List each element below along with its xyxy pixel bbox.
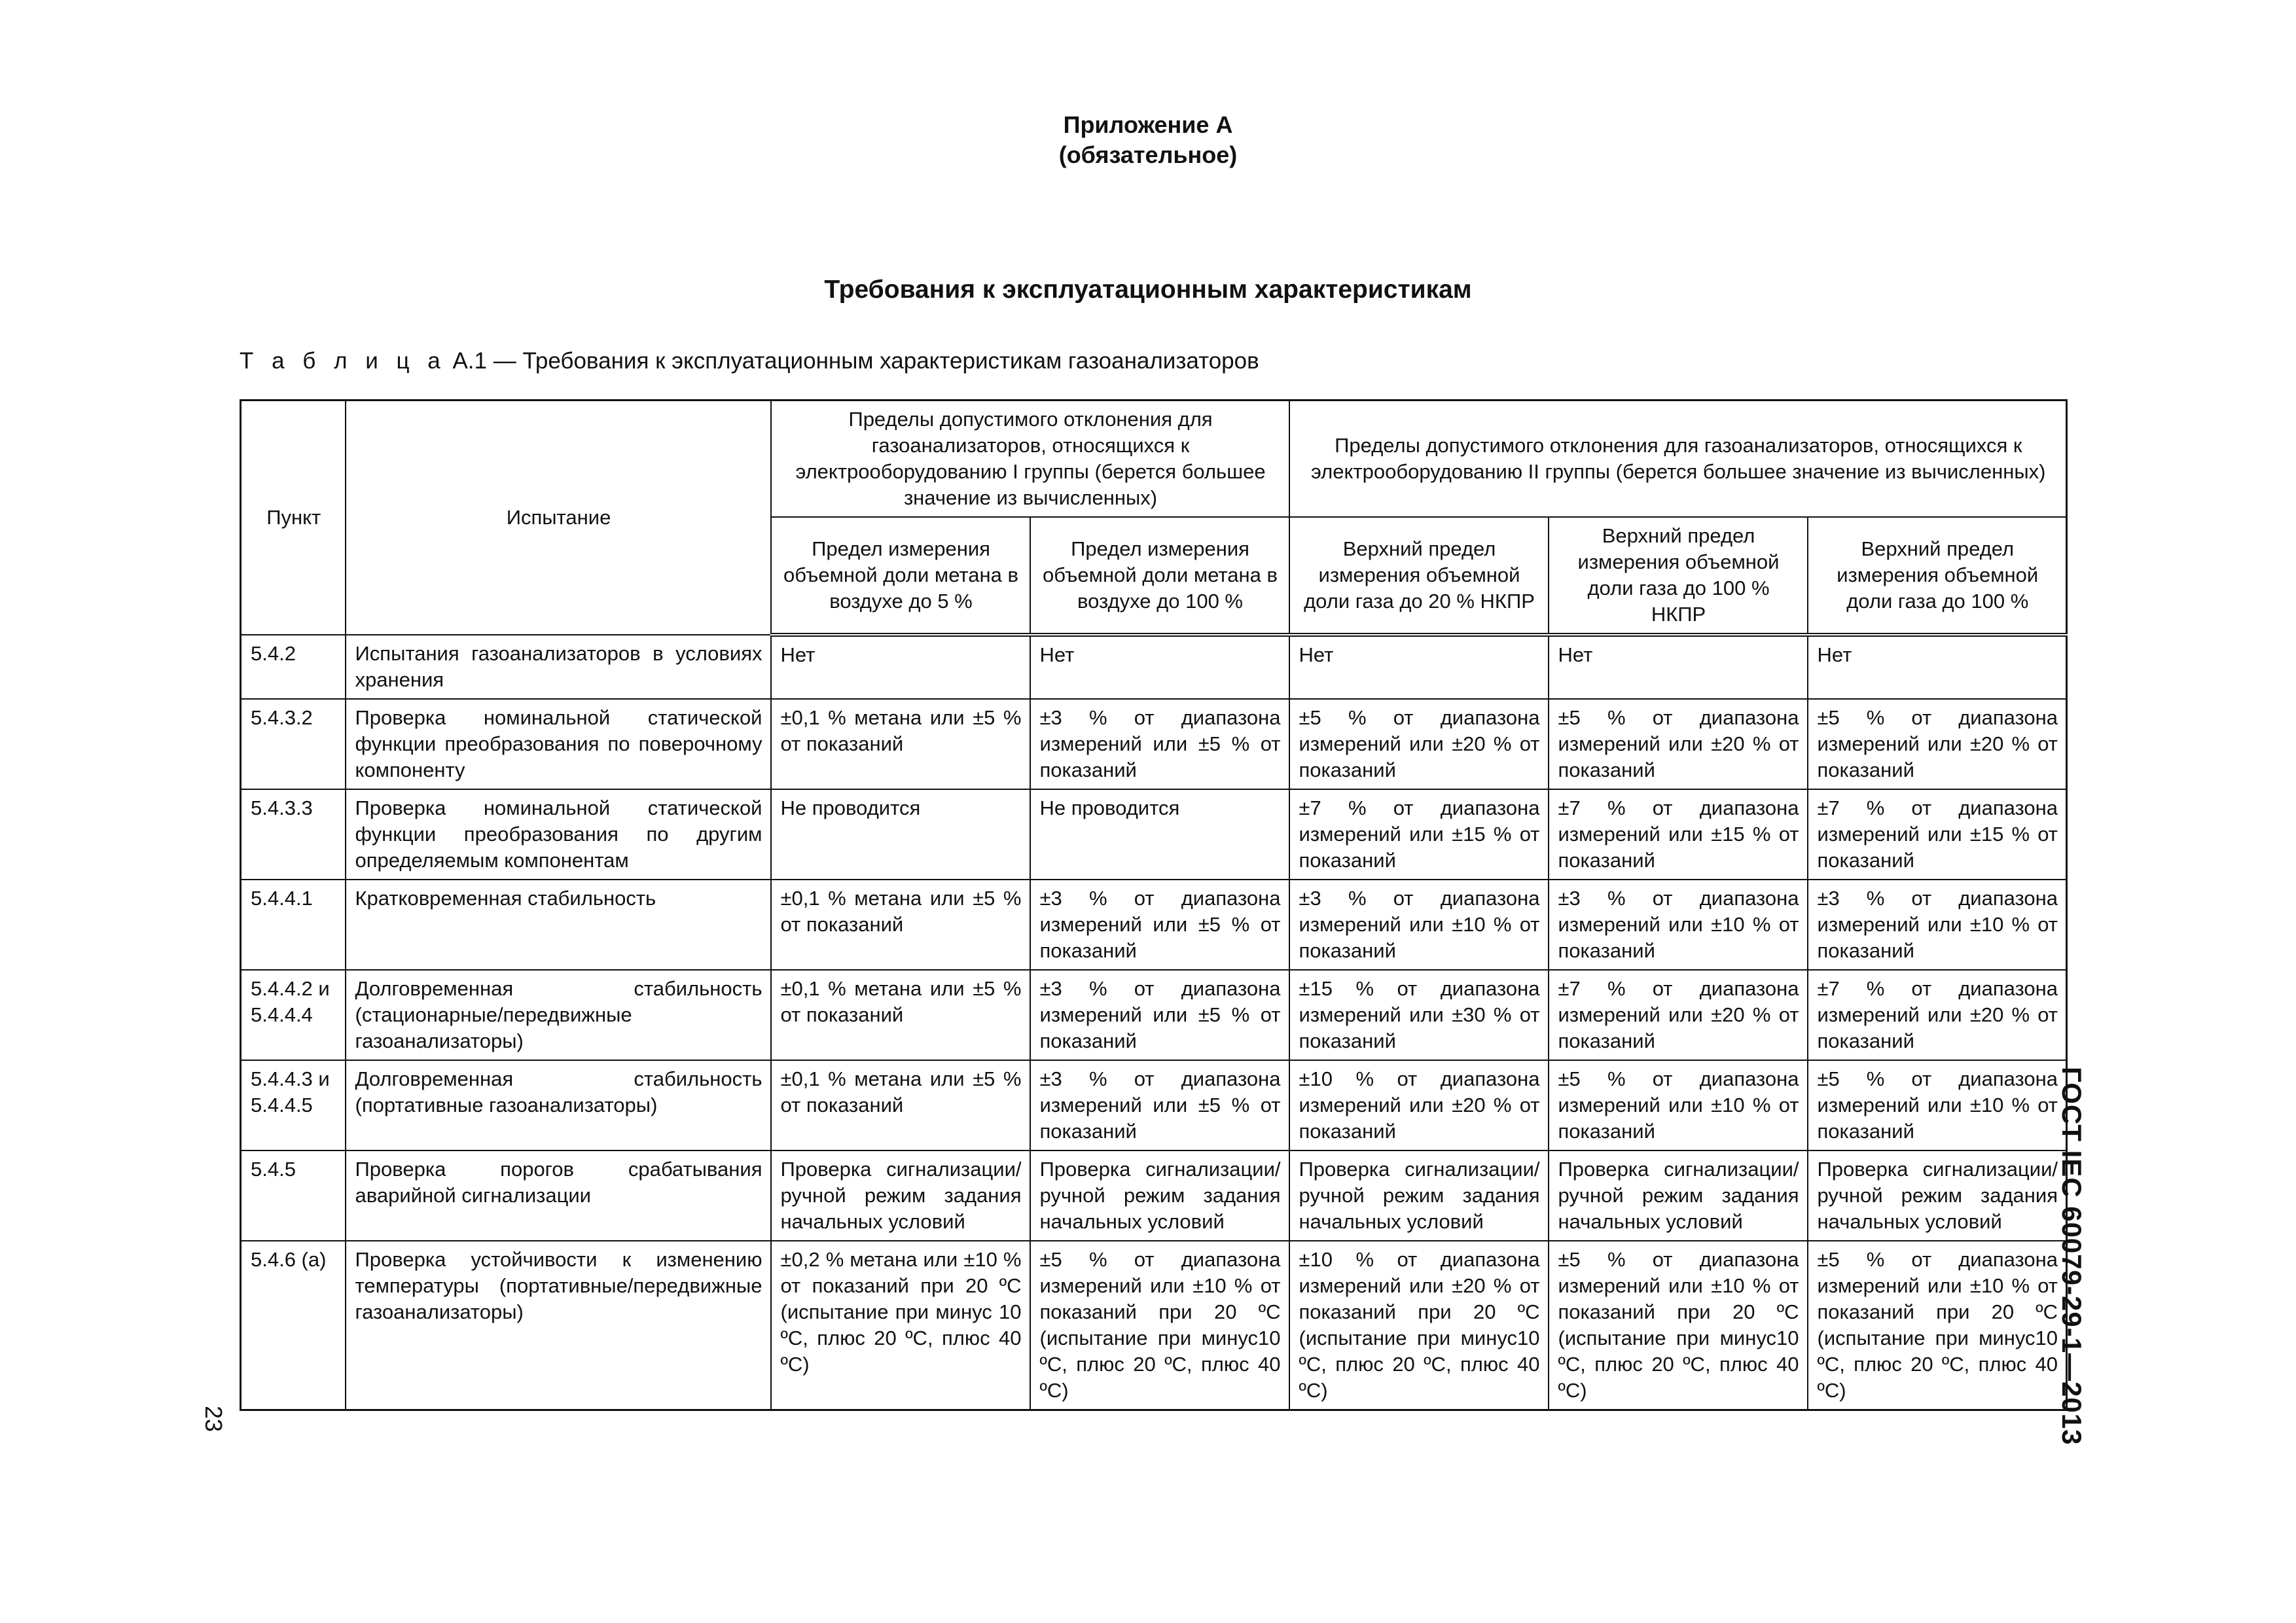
cell-test: Проверка номинальной статической функции преобразования по поверочному компоненту — [346, 699, 771, 789]
cell-value: ±0,1 % метана или ±5 % от показаний — [771, 880, 1030, 970]
document-code: ГОСТ IEC 60079-29-1—2013 — [2056, 1067, 2087, 1446]
table-caption-prefix: Т а б л и ц а — [240, 348, 446, 374]
cell-test: Долговременная стабильность (портативные газоанализаторы) — [346, 1060, 771, 1150]
cell-value: ±15 % от диапазона измерений или ±30 % от показаний — [1289, 970, 1549, 1060]
cell-value: ±5 % от диапазона измерений или ±20 % от показаний — [1289, 699, 1549, 789]
header-group-2: Пределы допустимого отклонения для газоанализаторов, относящихся к электрооборудованию II группы (берется большее значение из вычисленных) — [1289, 401, 2067, 518]
requirements-table — [240, 399, 2068, 1411]
cell-value: ±3 % от диапазона измерений или ±10 % от показаний — [1808, 880, 2067, 970]
cell-value: ±0,2 % метана или ±10 % от показаний при 20 ºС (испытание при минус 10 ºС, плюс 20 ºС, плюс 40 ºС) — [771, 1241, 1030, 1410]
table-header-row — [241, 401, 2067, 518]
cell-value: ±5 % от диапазона измерений или ±10 % от показаний — [1808, 1060, 2067, 1150]
cell-punkt: 5.4.4.2 и 5.4.4.4 — [241, 970, 346, 1060]
cell-value: Нет — [771, 635, 1030, 699]
cell-value: Не проводится — [1030, 789, 1289, 880]
table-row — [241, 880, 2067, 970]
cell-value: ±5 % от диапазона измерений или ±20 % от показаний — [1549, 699, 1808, 789]
cell-value: ±0,1 % метана или ±5 % от показаний — [771, 1060, 1030, 1150]
cell-test: Проверка порогов срабатывания аварийной сигнализации — [346, 1150, 771, 1241]
header-test: Испытание — [346, 401, 771, 635]
cell-value: ±10 % от диапазона измерений или ±20 % от показаний при 20 ºС (испытание при минус10 ºС, плюс 20 ºС, плюс 40 ºС) — [1289, 1241, 1549, 1410]
cell-value: Нет — [1808, 635, 2067, 699]
cell-test: Проверка устойчивости к изменению температуры (портативные/передвижные газоанализаторы) — [346, 1241, 771, 1410]
cell-value: ±7 % от диапазона измерений или ±15 % от показаний — [1549, 789, 1808, 880]
cell-value: ±5 % от диапазона измерений или ±20 % от показаний — [1808, 699, 2067, 789]
cell-value: ±3 % от диапазона измерений или ±5 % от показаний — [1030, 970, 1289, 1060]
subheader-gas-20-nkpr: Верхний предел измерения объемной доли газа до 20 % НКПР — [1289, 517, 1549, 635]
section-title: Требования к эксплуатационным характеристикам — [824, 276, 1472, 304]
cell-punkt: 5.4.4.1 — [241, 880, 346, 970]
cell-value: Нет — [1549, 635, 1808, 699]
table-row — [241, 1241, 2067, 1410]
cell-test: Кратковременная стабильность — [346, 880, 771, 970]
annex-status: (обязательное) — [1058, 141, 1238, 168]
cell-value: ±5 % от диапазона измерений или ±10 % от показаний при 20 ºС (испытание при минус10 ºС, плюс 20 ºС, плюс 40 ºС) — [1808, 1241, 2067, 1410]
table-row — [241, 1150, 2067, 1241]
table-caption — [240, 347, 1259, 376]
cell-punkt: 5.4.2 — [241, 635, 346, 699]
table-caption-text: А.1 — Требования к эксплуатационным характеристикам газоанализаторов — [446, 348, 1259, 374]
cell-value: Нет — [1289, 635, 1549, 699]
cell-value: ±7 % от диапазона измерений или ±15 % от показаний — [1289, 789, 1549, 880]
cell-value: ±5 % от диапазона измерений или ±10 % от показаний при 20 ºС (испытание при минус10 ºС, плюс 20 ºС, плюс 40 ºС) — [1030, 1241, 1289, 1410]
subheader-gas-100-nkpr: Верхний предел измерения объемной доли газа до 100 % НКПР — [1549, 517, 1808, 635]
subheader-methane-100: Предел измерения объемной доли метана в воздухе до 100 % — [1030, 517, 1289, 635]
cell-value: Проверка сигнализации/ручной режим задания начальных условий — [771, 1150, 1030, 1241]
cell-punkt: 5.4.3.2 — [241, 699, 346, 789]
annex-heading — [0, 110, 2296, 170]
cell-test: Долговременная стабильность (стационарные/передвижные газоанализаторы) — [346, 970, 771, 1060]
cell-value: Проверка сигнализации/ручной режим задания начальных условий — [1808, 1150, 2067, 1241]
table-row — [241, 970, 2067, 1060]
cell-value: Проверка сигнализации/ручной режим задания начальных условий — [1289, 1150, 1549, 1241]
cell-value: ±5 % от диапазона измерений или ±10 % от показаний при 20 ºС (испытание при минус10 ºС, плюс 20 ºС, плюс 40 ºС) — [1549, 1241, 1808, 1410]
page-number: 23 — [200, 1406, 227, 1433]
cell-value: Не проводится — [771, 789, 1030, 880]
cell-value: ±7 % от диапазона измерений или ±20 % от показаний — [1808, 970, 2067, 1060]
cell-value: ±0,1 % метана или ±5 % от показаний — [771, 699, 1030, 789]
header-group-1: Пределы допустимого отклонения для газоанализаторов, относящихся к электрооборудованию I группы (берется большее значение из вычисленных) — [771, 401, 1289, 518]
cell-punkt: 5.4.5 — [241, 1150, 346, 1241]
cell-value: ±0,1 % метана или ±5 % от показаний — [771, 970, 1030, 1060]
cell-value: ±5 % от диапазона измерений или ±10 % от показаний — [1549, 1060, 1808, 1150]
cell-value: ±3 % от диапазона измерений или ±10 % от показаний — [1289, 880, 1549, 970]
cell-value: ±3 % от диапазона измерений или ±5 % от показаний — [1030, 880, 1289, 970]
cell-punkt: 5.4.6 (а) — [241, 1241, 346, 1410]
cell-value: Нет — [1030, 635, 1289, 699]
subheader-gas-100: Верхний предел измерения объемной доли газа до 100 % — [1808, 517, 2067, 635]
cell-punkt: 5.4.3.3 — [241, 789, 346, 880]
table-row — [241, 789, 2067, 880]
header-punkt: Пункт — [241, 401, 346, 635]
cell-value: ±10 % от диапазона измерений или ±20 % от показаний — [1289, 1060, 1549, 1150]
cell-test: Испытания газоанализаторов в условиях хранения — [346, 635, 771, 699]
annex-label: Приложение А — [1063, 111, 1233, 138]
table-row — [241, 1060, 2067, 1150]
table-row — [241, 699, 2067, 789]
cell-value: ±3 % от диапазона измерений или ±10 % от показаний — [1549, 880, 1808, 970]
cell-value: ±3 % от диапазона измерений или ±5 % от показаний — [1030, 1060, 1289, 1150]
cell-punkt: 5.4.4.3 и 5.4.4.5 — [241, 1060, 346, 1150]
cell-value: ±7 % от диапазона измерений или ±20 % от показаний — [1549, 970, 1808, 1060]
subheader-methane-5: Предел измерения объемной доли метана в воздухе до 5 % — [771, 517, 1030, 635]
cell-value: ±7 % от диапазона измерений или ±15 % от показаний — [1808, 789, 2067, 880]
cell-test: Проверка номинальной статической функции преобразования по другим определяемым компонентам — [346, 789, 771, 880]
cell-value: ±3 % от диапазона измерений или ±5 % от показаний — [1030, 699, 1289, 789]
cell-value: Проверка сигнализации/ручной режим задания начальных условий — [1030, 1150, 1289, 1241]
table-row — [241, 635, 2067, 699]
cell-value: Проверка сигнализации/ручной режим задания начальных условий — [1549, 1150, 1808, 1241]
